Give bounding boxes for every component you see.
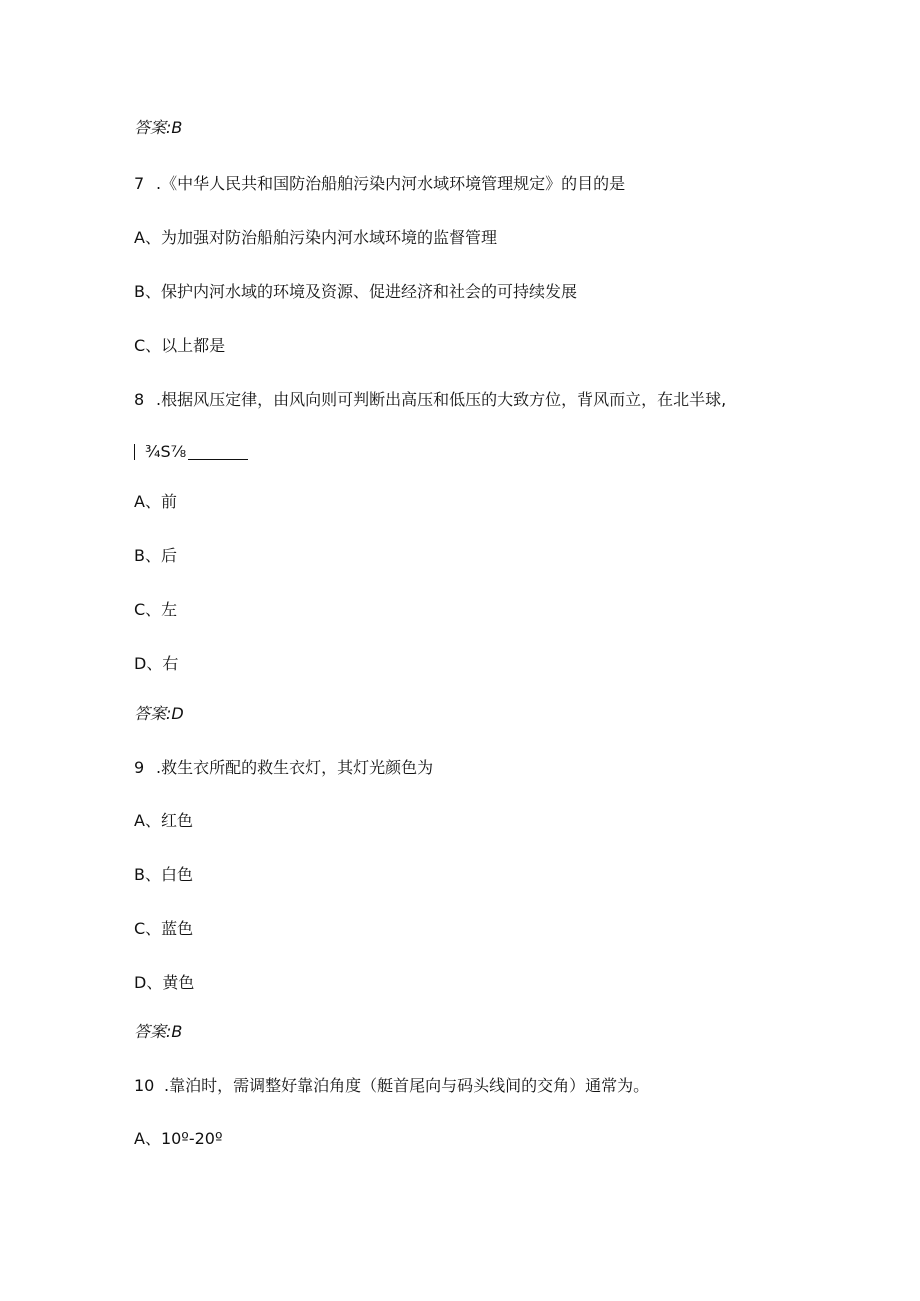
question-10 <box>134 1076 649 1096</box>
answer-9: 答案:B <box>134 1022 183 1041</box>
question-8-text: .根据风压定律，由风向则可判断出高压和低压的大致方位，背风而立，在北半球, <box>156 390 727 409</box>
question-7 <box>134 174 625 194</box>
question-9-number: 9 <box>134 758 145 777</box>
question-10-number: 10 <box>134 1076 155 1095</box>
answer-8: 答案:D <box>134 704 184 723</box>
question-7-option-a: A、为加强对防治船舶污染内河水域环境的监督管理 <box>134 228 497 247</box>
question-9-option-c: C、蓝色 <box>134 919 194 938</box>
question-7-option-b: B、保护内河水域的环境及资源、促进经济和社会的可持续发展 <box>134 282 577 301</box>
question-9-option-d: D、黄色 <box>134 973 195 992</box>
question-8-continuation <box>134 442 248 462</box>
question-9-text: .救生衣所配的救生衣灯，其灯光颜色为 <box>156 758 434 777</box>
vertical-bar <box>134 444 135 460</box>
answer-6: 答案:B <box>134 118 183 137</box>
question-8 <box>134 390 726 410</box>
question-9-option-a: A、红色 <box>134 811 193 830</box>
question-8-option-a: A、前 <box>134 492 177 511</box>
question-8-continuation-text: ¾S⅞ <box>145 442 187 461</box>
question-8-option-b: B、后 <box>134 546 177 565</box>
question-9 <box>134 758 433 778</box>
question-8-option-d: D、右 <box>134 654 179 673</box>
question-8-option-c: C、左 <box>134 600 178 619</box>
question-10-option-a: A、10º-20º <box>134 1129 223 1148</box>
question-7-number: 7 <box>134 174 145 193</box>
question-10-text: .靠泊时，需调整好靠泊角度（艇首尾向与码头线间的交角）通常为。 <box>164 1076 650 1095</box>
question-7-text: .《中华人民共和国防治船舶污染内河水域环境管理规定》的目的是 <box>156 174 626 193</box>
answer-blank <box>188 445 248 460</box>
question-7-option-c: C、以上都是 <box>134 336 226 355</box>
question-8-number: 8 <box>134 390 145 409</box>
question-9-option-b: B、白色 <box>134 865 193 884</box>
